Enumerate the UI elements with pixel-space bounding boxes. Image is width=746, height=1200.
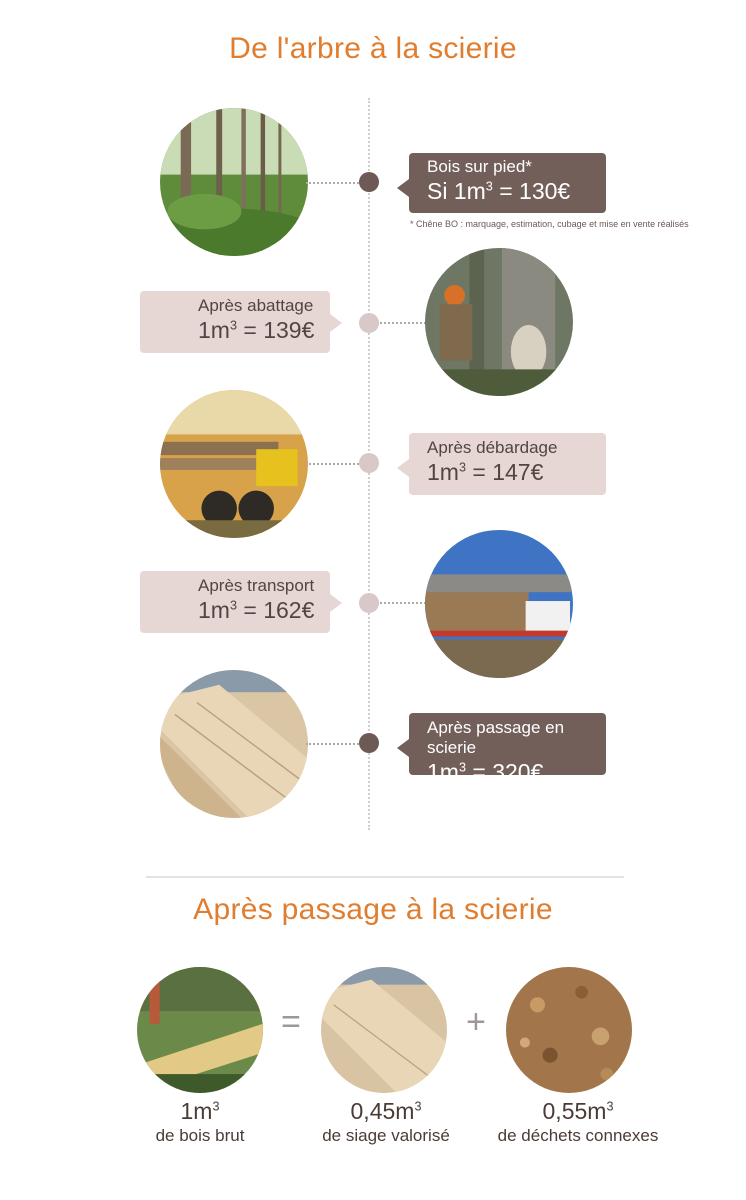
description: de bois brut [155,1126,245,1145]
quantity: $1m^3$ [180,1098,220,1124]
raw-wood-label [110,1097,290,1147]
planks-photo [160,670,308,818]
plus-sign: + [466,1003,486,1041]
step-price: $1m^3$ = 162€ [198,597,315,623]
step-price: $1m^3$ = 147€ [427,459,544,485]
timeline-dot [359,733,379,753]
timeline-dot [359,453,379,473]
truck-photo [425,530,573,678]
timeline-dot [359,313,379,333]
step-label: Après abattage [198,296,314,315]
connector [306,182,366,184]
wood-chips-photo [506,967,632,1093]
waste-label [488,1097,668,1147]
sawn-timber-photo [321,967,447,1093]
skidding-photo [160,390,308,538]
quantity: $0,45m^3$ [350,1098,422,1124]
step-label: Après débardage [427,438,558,457]
page-title: De l'arbre à la scierie [229,32,517,65]
price-box-transport [140,571,330,633]
price-box-skidding [409,433,606,495]
step-price: Si $1m^3$ = 130€ [427,178,571,204]
step-label: Après passage en scierie [427,718,565,757]
timeline-dot [359,593,379,613]
sawn-wood-label [296,1097,476,1147]
footnote: * Chêne BO : marquage, estimation, cubage et mise en vente réalisés [410,219,689,229]
raw-log-photo [137,967,263,1093]
description: de siage valorisé [322,1126,450,1145]
connector [380,322,426,324]
connector [306,463,366,465]
connector [380,602,426,604]
step-price: $1m^3$ = 139€ [198,317,315,343]
timeline-dot [359,172,379,192]
price-box-felling [140,291,330,353]
description: de déchets connexes [497,1126,659,1145]
price-box-sawmill [409,713,606,785]
step-label: Après transport [198,576,315,595]
price-box-standing [409,153,606,213]
step-label: Bois sur pied* [427,157,532,176]
equals-sign: = [281,1003,301,1041]
section-divider [146,876,624,878]
quantity: $0,55m^3$ [542,1098,614,1124]
step-price: $1m^3$ = 320€ [427,759,544,785]
forest-photo [160,108,308,256]
connector [306,743,366,745]
section-title: Après passage à la scierie [193,893,553,926]
felling-photo [425,248,573,396]
